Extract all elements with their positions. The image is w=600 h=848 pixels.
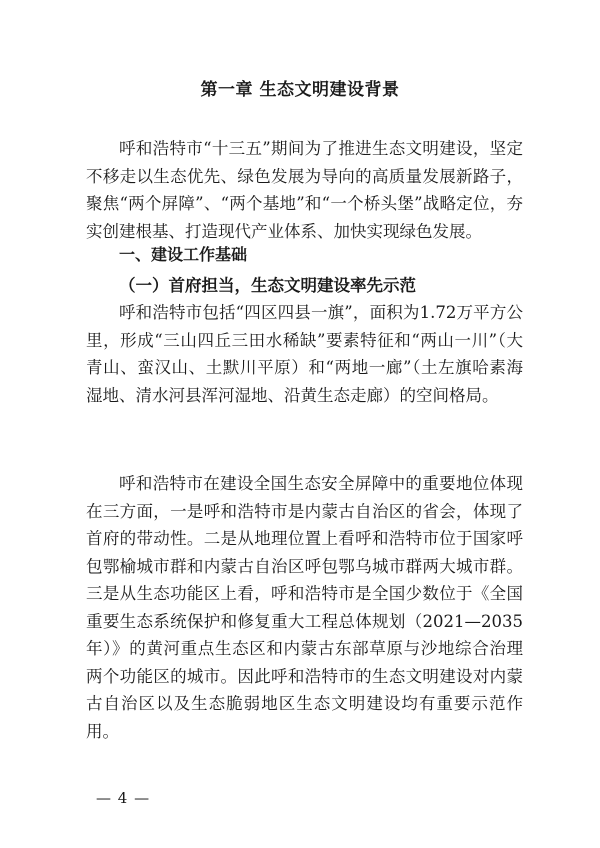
body-paragraph: 呼和浩特市在建设全国生态安全屏障中的重要地位体现在三方面，一是呼和浩特市是内蒙古自治区的省会，体现了首府的带动性。二是从地理位置上看呼和浩特市位于国家呼包鄂榆城市群和内蒙古自治区呼包鄂乌城市群两大城市群。三是从生态功能区上看，呼和浩特市是全国少数位于《全国重要生态系统保护和修复重大工程总体规划（2021—2035年）》的黄河重点生态区和内蒙古东部草原与沙地综合治理两个功能区的城市。因此呼和浩特市的生态文明建设对内蒙古自治区以及生态脆弱地区生态文明建设均有重要示范作用。 (86, 474, 523, 741)
intro-paragraph: 呼和浩特市“十三五”期间为了推进生态文明建设，坚定不移走以生态优先、绿色发展为导向的高质量发展新路子，聚焦“两个屏障”、“两个基地”和“一个桥头堡”战略定位，夯实创建根基、打造现代产业体系、加快实现绿色发展。 (86, 139, 523, 241)
section-heading: 一、建设工作基础 (119, 245, 248, 264)
chapter-title: 第一章 生态文明建设背景 (200, 80, 400, 100)
subsection-heading: （一）首府担当，生态文明建设率先示范 (119, 276, 416, 295)
body-paragraph: 呼和浩特市包括“四区四县一旗”，面积为1.72万平方公里，形成“三山四丘三田水稀缺”要素特征和“两山一川”（大青山、蛮汉山、土默川平原）和“两地一廊”（土左旗哈素海湿地、清水河县浑河湿地、沿黄生态走廊）的空间格局。 (86, 303, 523, 405)
page-number: — 4 — (96, 789, 151, 807)
